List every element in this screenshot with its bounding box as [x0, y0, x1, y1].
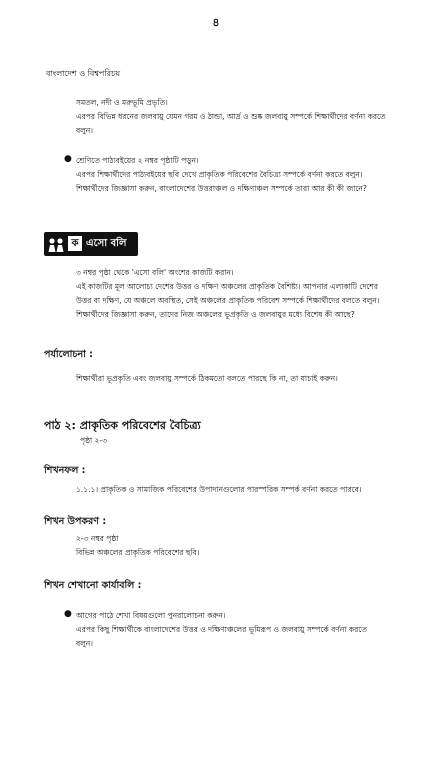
lesson-pages: পৃষ্ঠা ২-৩: [80, 436, 107, 445]
activities-paragraph: [76, 609, 421, 651]
eso-boli-badge: [44, 232, 138, 256]
activities-line: বলুন।: [76, 639, 93, 648]
eso-boli-paragraph: [76, 266, 421, 322]
activities-heading: শিখন শেখানো কার্যাবলি :: [44, 580, 142, 591]
review-text: শিক্ষার্থীরা ভূপ্রকৃতি এবং জলবায়ু সম্পর্কে ঠিকমতো বলতে পারছে কি না, তা যাচাই করুন।: [76, 374, 338, 383]
bullet-line: এরপর শিক্ষার্থীদের পাঠ্যবইয়ের ছবি দেখে প্রাকৃতিক পরিবেশের বৈচিত্র্য সম্পর্কে বর্ণনা করতে বলুন।: [76, 170, 363, 179]
bullet-line: শ্রেণিতে পাঠ্যবইয়ের ২ নম্বর পৃষ্ঠাটি পড়ুন।: [76, 156, 199, 165]
materials-heading: শিখন উপকরণ :: [44, 516, 107, 527]
badge-label: এসো বলি: [86, 238, 127, 249]
materials-list: [76, 532, 396, 560]
intro-line: এরপর বিভিন্ন ধরনের জলবায়ু যেমন গরম ও ঠান্ডা, আর্দ্র ও শুষ্ক জলবায়ু সম্পর্কে শিক্ষার্থীদের বর্ণনা করতে: [76, 112, 386, 121]
materials-line: ২-৩ নম্বর পৃষ্ঠা: [76, 534, 119, 543]
eso-boli-line: শিক্ষার্থীদের জিজ্ঞাসা করুন, তাদের নিজ অঞ্চলের ভূপ্রকৃতি ও জলবায়ুর মধ্যে বিশেষ কী আছে?: [76, 310, 355, 319]
activities-line: এরপর কিছু শিক্ষার্থীকে বাংলাদেশের উত্তর ও দক্ষিণাঞ্চলের ভূমিরূপ ও জলবায়ু সম্পর্কে বর্ণনা করতে: [76, 625, 367, 634]
eso-boli-line: উত্তর বা দক্ষিণ, যে অঞ্চলে অবস্থিত, সেই অঞ্চলের প্রাকৃতিক পরিবেশ সম্পর্কে শিক্ষার্থীদের বলতে বলুন।: [76, 296, 380, 305]
intro-paragraph: [76, 96, 396, 138]
eso-boli-line: এই কাজটির মূল আলোচ্য দেশের উত্তর ও দক্ষিণ অঞ্চলের প্রাকৃতিক বৈশিষ্ট্য। আপনার এলাকাটি দেশের: [76, 282, 378, 291]
eso-boli-line: ৩ নম্বর পৃষ্ঠা থেকে 'এসো বলি' অংশের কাজটি করান।: [76, 268, 234, 277]
bullet-paragraph: [76, 154, 416, 196]
intro-line: সমতল, নদী ও মরুভূমি প্রভৃতি।: [76, 98, 168, 107]
bullet-icon: ●: [64, 609, 72, 619]
materials-line: বিভিন্ন অঞ্চলের প্রাকৃতিক পরিবেশের ছবি।: [76, 548, 200, 557]
two-people-talking-icon: [47, 235, 65, 253]
bullet-icon: ●: [64, 154, 72, 164]
page-number: ৪: [212, 16, 220, 29]
running-header: বাংলাদেশ ও বিশ্বপরিচয়: [46, 69, 121, 78]
ka-marker: ক: [68, 236, 82, 251]
outcome-text: ১.১.১। প্রাকৃতিক ও সামাজিক পরিবেশের উপাদানগুলোর পারস্পরিক সম্পর্ক বর্ণনা করতে পারবে।: [76, 485, 362, 494]
review-heading: পর্যালোচনা :: [44, 349, 93, 360]
activities-line: আগের পাঠে শেখা বিষয়গুলো পুনরালোচনা করুন।: [76, 611, 226, 620]
lesson-title: পাঠ ২: প্রাকৃতিক পরিবেশের বৈচিত্র্য: [44, 419, 201, 432]
intro-line: বলুন।: [76, 126, 93, 135]
outcome-heading: শিখনফল :: [44, 465, 86, 476]
bullet-line: শিক্ষার্থীদের জিজ্ঞাসা করুন, বাংলাদেশের উত্তরাঞ্চল ও দক্ষিণাঞ্চল সম্পর্কে তারা আর কী কী জানে?: [76, 184, 367, 193]
